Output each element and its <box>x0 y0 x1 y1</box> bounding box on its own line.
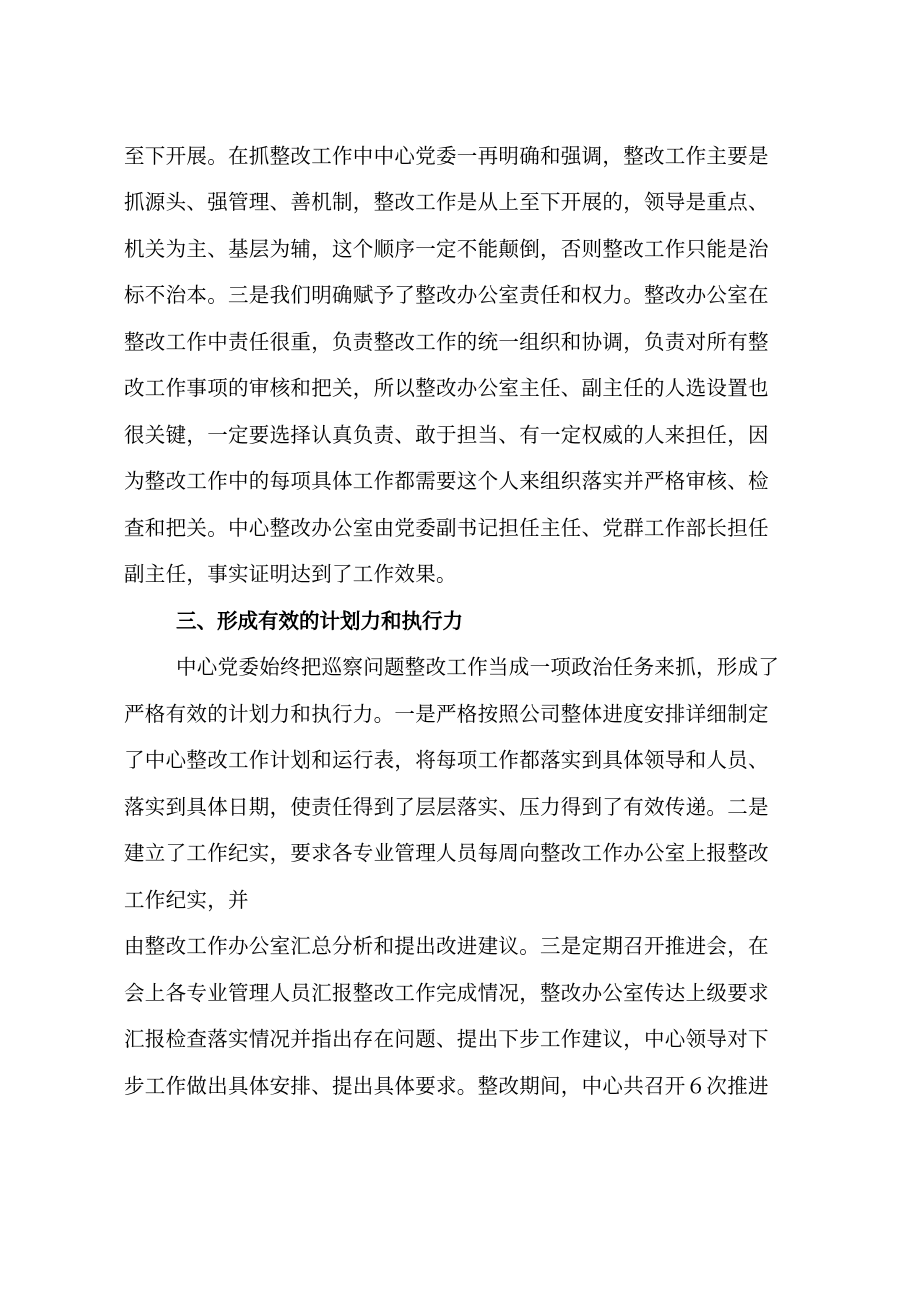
text-line: 很关键，一定要选择认真负责、敢于担当、有一定权威的人来担任，因 <box>124 423 769 447</box>
text-line: 标不治本。三是我们明确赋予了整改办公室责任和权力。整改办公室在 <box>124 283 769 307</box>
paragraph-first-line: 中心党委始终把巡察问题整改工作当成一项政治任务来抓，形成了 <box>176 655 780 679</box>
text-line: 为整改工作中的每项具体工作都需要这个人来组织落实并严格审核、检 <box>124 469 769 493</box>
text-line: 查和把关。中心整改办公室由党委副书记担任主任、党群工作部长担任 <box>124 516 769 540</box>
text-line: 机关为主、基层为辅，这个顺序一定不能颠倒，否则整改工作只能是治 <box>124 237 769 261</box>
text-line: 了中心整改工作计划和运行表，将每项工作都落实到具体领导和人员、 <box>124 748 769 772</box>
text-line: 副主任，事实证明达到了工作效果。 <box>124 562 457 586</box>
text-line: 至下开展。在抓整改工作中中心党委一再明确和强调，整改工作主要是 <box>124 144 769 168</box>
text-line: 汇报检查落实情况并指出存在问题、提出下步工作建议，中心领导对下 <box>124 1027 769 1051</box>
text-line: 抓源头、强管理、善机制，整改工作是从上至下开展的，领导是重点、 <box>124 190 769 214</box>
text-line: 建立了工作纪实，要求各专业管理人员每周向整改工作办公室上报整改 <box>124 841 769 865</box>
text-line: 落实到具体日期，使责任得到了层层落实、压力得到了有效传递。二是 <box>124 795 769 819</box>
text-line: 整改工作中责任很重，负责整改工作的统一组织和协调，负责对所有整 <box>124 330 769 354</box>
section-heading: 三、形成有效的计划力和执行力 <box>176 609 463 633</box>
text-line: 会上各专业管理人员汇报整改工作完成情况，整改办公室传达上级要求 <box>124 981 769 1005</box>
text-line: 工作纪实，并 <box>124 888 249 912</box>
text-line: 严格有效的计划力和执行力。一是严格按照公司整体进度安排详细制定 <box>124 702 769 726</box>
text-line: 步工作做出具体安排、提出具体要求。整改期间，中心共召开６次推进 <box>124 1074 769 1098</box>
text-line: 由整改工作办公室汇总分析和提出改进建议。三是定期召开推进会，在 <box>124 934 769 958</box>
text-line: 改工作事项的审核和把关，所以整改办公室主任、副主任的人选设置也 <box>124 376 769 400</box>
